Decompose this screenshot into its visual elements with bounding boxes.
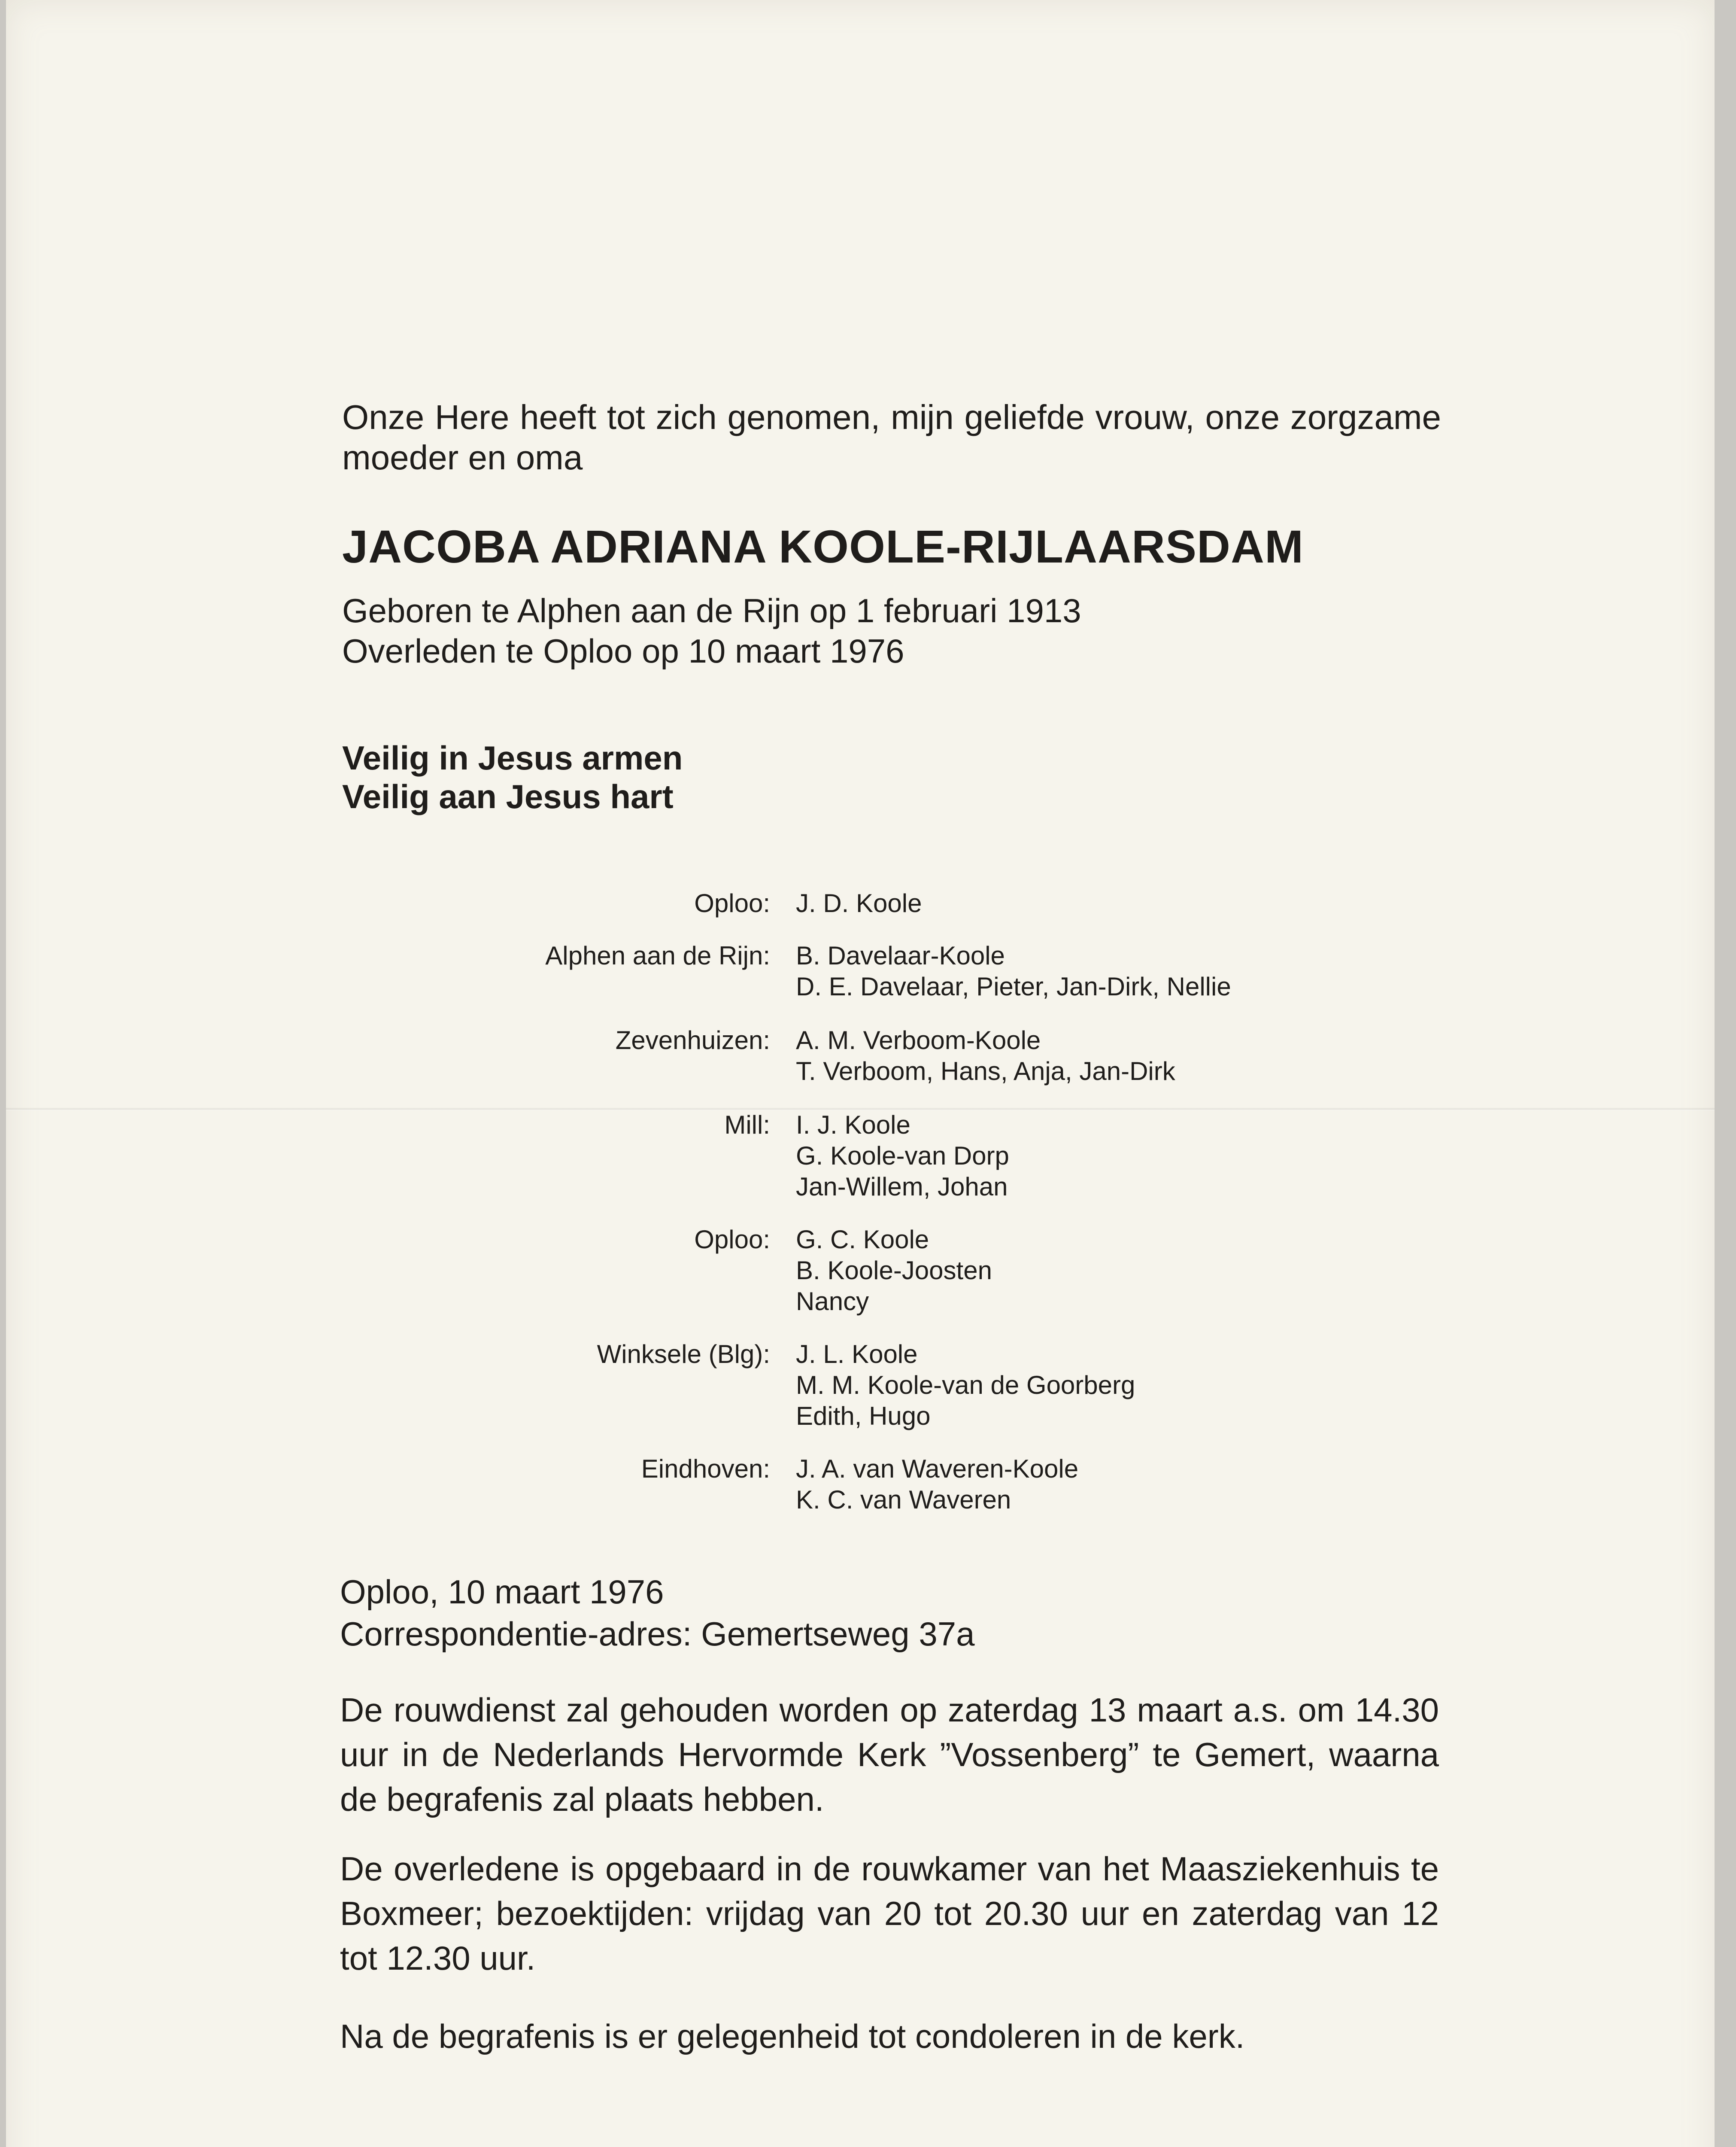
family-names: [796, 1025, 1175, 1087]
family-place: Oploo:: [694, 1225, 770, 1254]
family-names: [796, 1224, 992, 1317]
family-member: B. Davelaar-Koole: [796, 941, 1005, 970]
family-member: I. J. Koole: [796, 1110, 910, 1139]
family-member: B. Koole-Joosten: [796, 1256, 992, 1285]
life-dates: [342, 590, 1081, 671]
motto: [342, 739, 683, 816]
family-place: Alphen aan de Rijn:: [545, 941, 770, 970]
family-place: Winksele (Blg):: [597, 1340, 770, 1368]
correspondence-address: Correspondentie-adres: Gemertseweg 37a: [340, 1615, 975, 1653]
family-place: Oploo:: [694, 889, 770, 918]
viewing-paragraph: De overledene is opgebaard in de rouwkamer van het Maasziekenhuis te Boxmeer; bezoektijden: vrijdag van 20 tot 20.30 uur en zaterdag van 12 tot 12.30 uur.: [340, 1850, 1439, 1977]
family-place: Zevenhuizen:: [615, 1026, 770, 1055]
death-line: Overleden te Oploo op 10 maart 1976: [342, 632, 904, 670]
family-member: G. Koole-van Dorp: [796, 1141, 1009, 1170]
family-member: Edith, Hugo: [796, 1402, 931, 1430]
family-member: M. M. Koole-van de Goorberg: [796, 1371, 1135, 1399]
family-member: Jan-Willem, Johan: [796, 1172, 1008, 1201]
family-names: [796, 1110, 1009, 1202]
family-names: [796, 1454, 1078, 1515]
family-member: G. C. Koole: [796, 1225, 929, 1254]
family-member: J. A. van Waveren-Koole: [796, 1454, 1079, 1483]
family-member: J. L. Koole: [796, 1340, 918, 1368]
family-member: Nancy: [796, 1287, 869, 1316]
condolence-paragraph: Na de begrafenis is er gelegenheid tot condoleren in de kerk.: [340, 2017, 1245, 2055]
intro-text: Onze Here heeft tot zich genomen, mijn geliefde vrouw, onze zorgzame moeder en oma: [342, 398, 1441, 477]
deceased-name: JACOBA ADRIANA KOOLE-RIJLAARSDAM: [342, 520, 1304, 572]
family-names: [796, 1339, 1135, 1432]
family-member: J. D. Koole: [796, 889, 922, 918]
place-date: Oploo, 10 maart 1976: [340, 1573, 664, 1611]
family-place: Eindhoven:: [641, 1454, 770, 1483]
family-member: D. E. Davelaar, Pieter, Jan-Dirk, Nellie: [796, 972, 1231, 1001]
family-names: [796, 888, 922, 919]
family-member: A. M. Verboom-Koole: [796, 1026, 1041, 1055]
family-member: T. Verboom, Hans, Anja, Jan-Dirk: [796, 1057, 1175, 1086]
service-paragraph: De rouwdienst zal gehouden worden op zaterdag 13 maart a.s. om 14.30 uur in de Nederlands Hervormde Kerk ”Vossenberg” te Gemert, waarna de begrafenis zal plaats hebben.: [340, 1691, 1439, 1818]
family-names: [796, 940, 1231, 1002]
birth-line: Geboren te Alphen aan de Rijn op 1 februari 1913: [342, 592, 1081, 630]
family-member: K. C. van Waveren: [796, 1485, 1011, 1514]
family-place: Mill:: [724, 1110, 770, 1139]
motto-line: Veilig in Jesus armen: [342, 739, 683, 777]
memorial-card: [6, 0, 1715, 2147]
motto-line: Veilig aan Jesus hart: [342, 778, 674, 815]
